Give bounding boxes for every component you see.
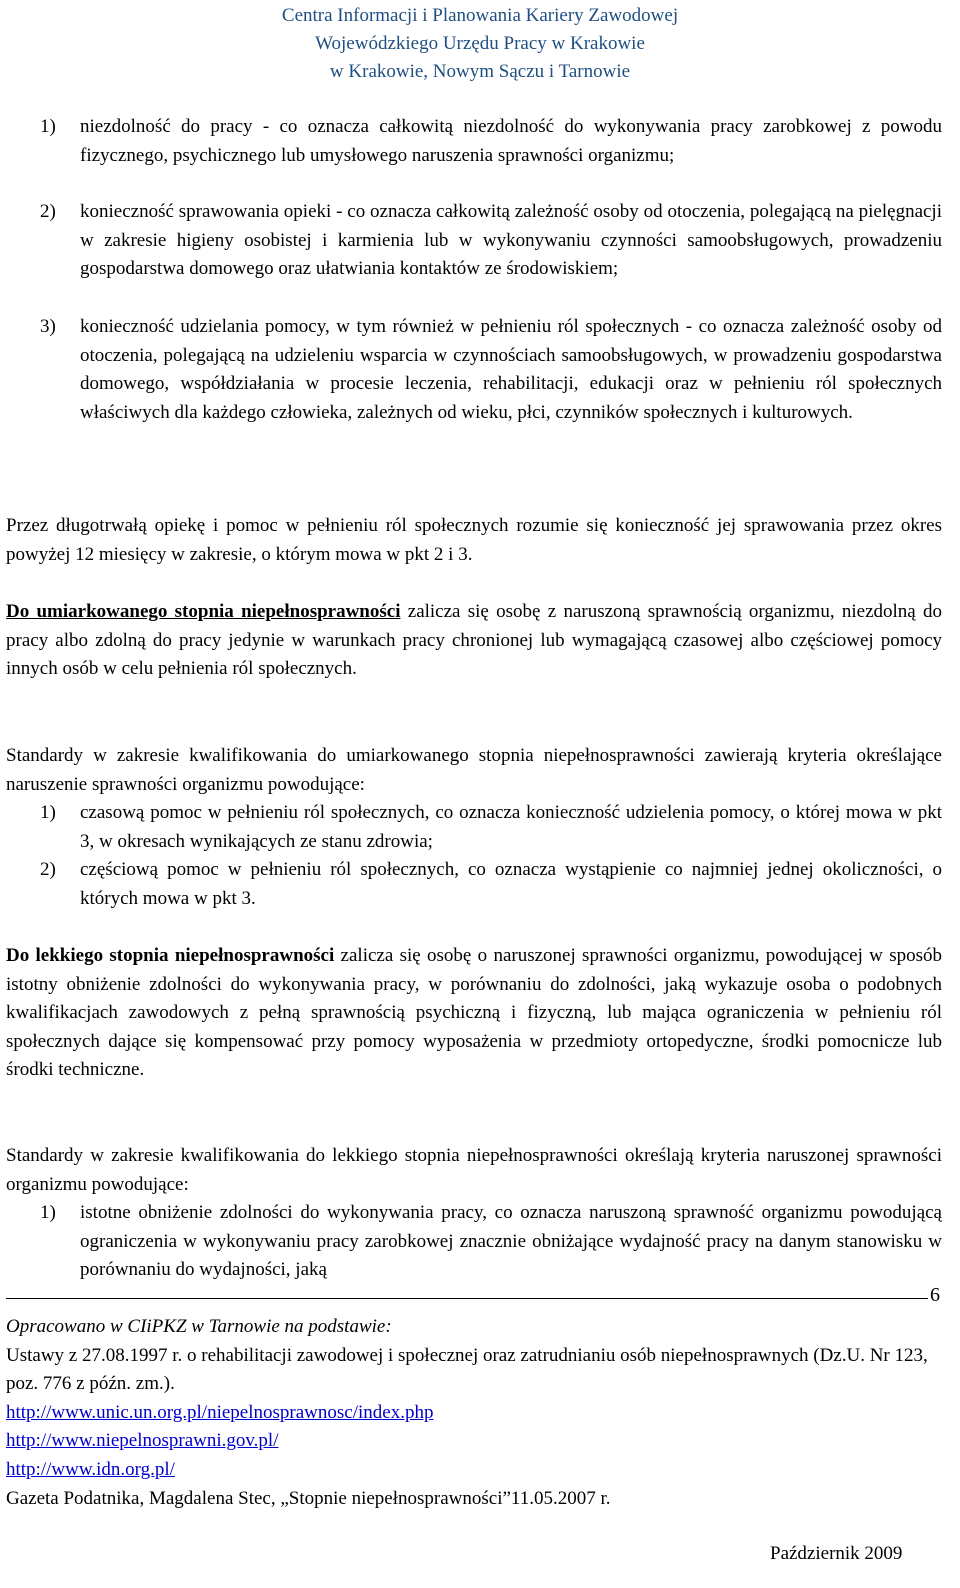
footer-source-label: Opracowano w CIiPKZ w Tarnowie na podstawie: xyxy=(6,1316,392,1337)
header-line-3: w Krakowie, Nowym Sączu i Tarnowie xyxy=(329,61,631,82)
moderate-degree-text: zalicza się osobę z naruszoną sprawnością organizmu, niezdolną do pracy albo zdolną do pracy jedynie w warunkach pracy chronionej lub wymagającą czasowej albo częściowej pomocy innych osób w celu pełnienia ról społecznych. xyxy=(6,601,942,679)
list-item xyxy=(40,856,942,913)
list-number: 1) xyxy=(40,802,56,823)
light-degree-text: zalicza się osobę o naruszonej sprawności organizmu, powodującej w sposób istotny obniżenie zdolności do wykonywania pracy, w porównaniu do zdolności, jaką wykazuje osoba o podobnych kwalifikacjach zawodowych z pełną sprawnością psychiczną i fizyczną, lub mająca ograniczenia w pełnieniu ról społecznych dające się kompensować przy pomocy wyposażenia w przedmioty ortopedyczne, środki pomocnicze lub środki techniczne. xyxy=(6,945,942,1080)
header-line-2: Wojewódzkiego Urzędu Pracy w Krakowie xyxy=(315,33,645,54)
page-number: 6 xyxy=(930,1284,940,1306)
footer-link-idn[interactable]: http://www.idn.org.pl/ xyxy=(6,1458,175,1480)
list-item xyxy=(40,313,942,427)
list-number: 3) xyxy=(40,316,56,337)
page-header xyxy=(0,0,960,86)
list-item xyxy=(40,113,942,170)
list-item xyxy=(40,1199,942,1285)
list-text: istotne obniżenie zdolności do wykonywania pracy, co oznacza naruszoną sprawność organizmu powodującą ograniczenia w wykonywaniu pracy zarobkowej znacznie obniżające wydajność pracy na danym stanowisku w porównaniu do wydajności, jaką xyxy=(80,1202,942,1280)
moderate-standards-intro: Standardy w zakresie kwalifikowania do umiarkowanego stopnia niepełnosprawności zawierają kryteria określające naruszenie sprawności organizmu powodujące: xyxy=(6,745,942,795)
footer-link-unic[interactable]: http://www.unic.un.org.pl/niepelnosprawnosc/index.php xyxy=(6,1401,434,1423)
footer-link-niepelnosprawni[interactable]: http://www.niepelnosprawni.gov.pl/ xyxy=(6,1430,279,1452)
light-degree-heading: Do lekkiego stopnia niepełnosprawności xyxy=(6,945,335,966)
list-number: 2) xyxy=(40,201,56,222)
paragraph-long-term-care: Przez długotrwałą opiekę i pomoc w pełnieniu ról społecznych rozumie się konieczność jej sprawowania przez okres powyżej 12 miesięcy w zakresie, o którym mowa w pkt 2 i 3. xyxy=(6,515,942,565)
list-text: konieczność sprawowania opieki - co oznacza całkowitą zależność osoby od otoczenia, polegającą na pielęgnacji w zakresie higieny osobistej i karmienia lub w wykonywaniu czynności samoobsługowych, prowadzeniu gospodarstwa domowego oraz ułatwiania kontaktów ze środowiskiem; xyxy=(80,201,942,279)
list-item xyxy=(40,799,942,856)
light-standards-intro: Standardy w zakresie kwalifikowania do lekkiego stopnia niepełnosprawności określają kryteria naruszonej sprawności organizmu powodujące: xyxy=(6,1145,942,1195)
list-text: czasową pomoc w pełnieniu ról społecznych, co oznacza konieczność udzielenia pomocy, o której mowa w pkt 3, w okresach wynikających ze stanu zdrowia; xyxy=(80,802,942,852)
footer-divider xyxy=(6,1298,928,1299)
paragraph-moderate-degree xyxy=(6,598,942,684)
footer-gazeta-reference: Gazeta Podatnika, Magdalena Stec, „Stopnie niepełnosprawności”11.05.2007 r. xyxy=(6,1487,611,1509)
list-text: częściową pomoc w pełnieniu ról społecznych, co oznacza wystąpienie co najmniej jednej okoliczności, o których mowa w pkt 3. xyxy=(80,859,942,909)
list-text: niezdolność do pracy - co oznacza całkowitą niezdolność do wykonywania pracy zarobkowej z powodu fizycznego, psychicznego lub umysłowego naruszenia sprawności organizmu; xyxy=(80,116,942,166)
footer-date: Październik 2009 xyxy=(770,1543,903,1564)
paragraph-light-degree xyxy=(6,942,942,1085)
list-number: 1) xyxy=(40,116,56,137)
list-number: 1) xyxy=(40,1202,56,1223)
list-text: konieczność udzielania pomocy, w tym również w pełnieniu ról społecznych - co oznacza zależność osoby od otoczenia, polegającą na udzieleniu wsparcia w czynnościach samoobsługowych, w prowadzeniu gospodarstwa domowego, współdziałania w procesie leczenia, rehabilitacji, edukacji oraz w pełnieniu ról społecznych właściwych dla każdego człowieka, zależnych od wieku, płci, czynników społecznych i kulturowych. xyxy=(80,316,942,423)
moderate-degree-heading: Do umiarkowanego stopnia niepełnosprawności xyxy=(6,601,401,622)
footer-law-reference: Ustawy z 27.08.1997 r. o rehabilitacji zawodowej i społecznej oraz zatrudnianiu osób niepełnosprawnych (Dz.U. Nr 123, poz. 776 z późn. zm.). xyxy=(6,1344,928,1395)
list-item xyxy=(40,198,942,284)
page-footer xyxy=(6,1313,946,1513)
list-number: 2) xyxy=(40,859,56,880)
header-line-1: Centra Informacji i Planowania Kariery Zawodowej xyxy=(281,5,679,26)
